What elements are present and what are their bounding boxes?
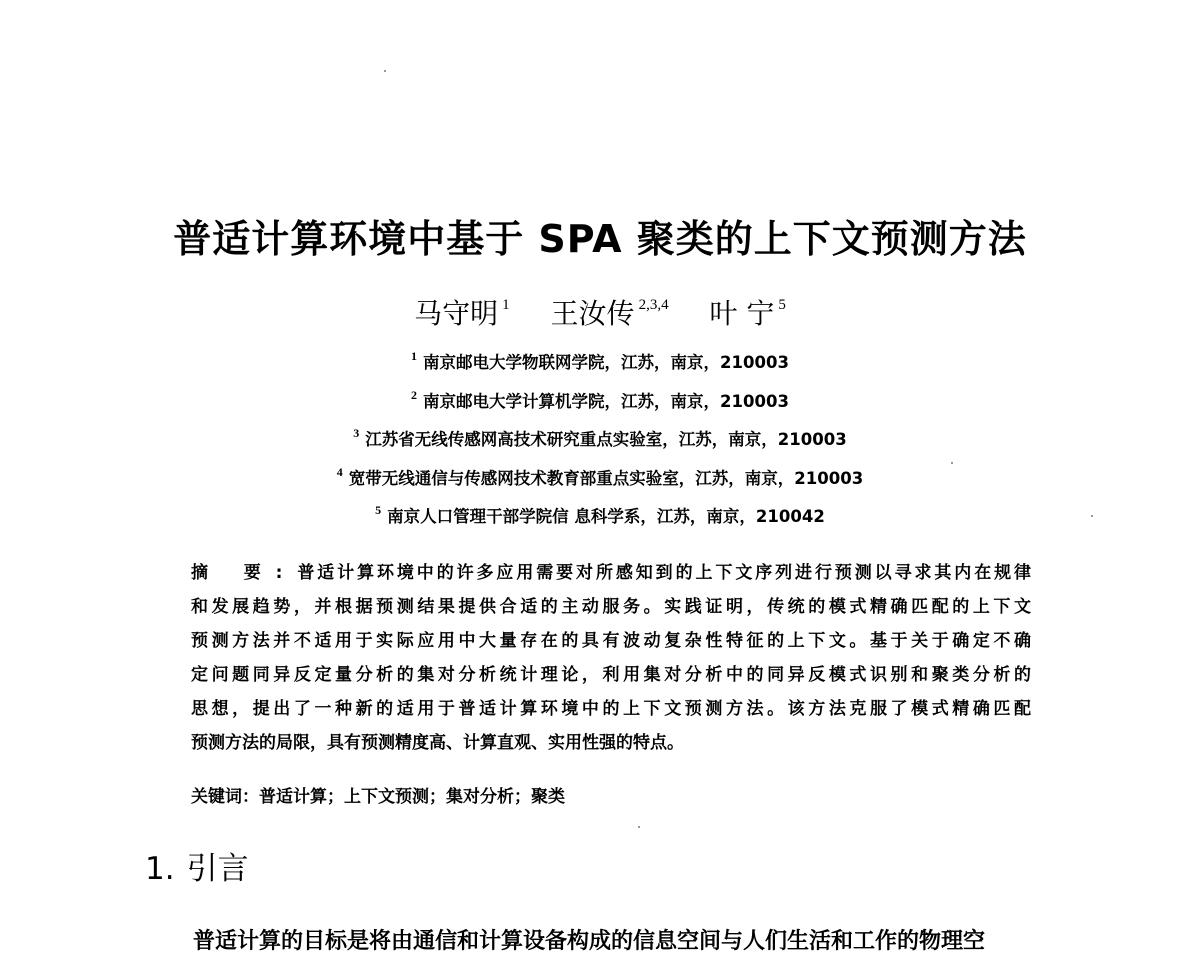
abstract-label: 摘 要:	[191, 563, 295, 583]
affiliation-3	[0, 417, 1200, 456]
abstract-line: 定问题同异反定量分析的集对分析统计理论，利用集对分析中的同异反模式识别和聚类分析的	[191, 665, 1031, 685]
affiliation-4	[0, 456, 1200, 495]
affiliation-list	[0, 340, 1200, 533]
keywords-label: 关键词：	[191, 787, 259, 807]
body-paragraph: 普适计算的目标是将由通信和计算设备构成的信息空间与人们生活和工作的物理空	[193, 929, 986, 954]
abstract	[191, 556, 1031, 760]
author-name: 马守明	[414, 297, 499, 330]
author-affiliation-mark: 2,3,4	[638, 297, 669, 313]
affiliation-text: 宽带无线通信与传感网技术教育部重点实验室，江苏，南京，210003	[348, 468, 864, 488]
author-affiliation-mark: 5	[778, 297, 786, 313]
scan-speck	[951, 462, 953, 464]
author-3	[709, 292, 785, 332]
abstract-line: 和发展趋势，并根据预测结果提供合适的主动服务。实践证明，传统的模式精确匹配的上下文	[191, 597, 1031, 617]
abstract-line: 思想，提出了一种新的适用于普适计算环境中的上下文预测方法。该方法克服了模式精确匹配	[191, 699, 1031, 719]
affiliation-text: 江苏省无线传感网高技术研究重点实验室，江苏，南京，210003	[365, 430, 847, 449]
affiliation-1	[0, 340, 1200, 379]
scan-speck	[384, 70, 386, 72]
paper-title: 普适计算环境中基于 SPA 聚类的上下文预测方法	[173, 217, 1027, 261]
scan-speck	[638, 826, 640, 828]
affiliation-text: 南京邮电大学物联网学院，江苏，南京，210003	[423, 353, 789, 372]
author-list	[0, 292, 1200, 332]
affiliation-number: 4	[336, 464, 343, 479]
author-1	[414, 292, 510, 332]
section-title: 引言	[186, 851, 249, 887]
affiliation-5	[0, 494, 1200, 533]
affiliation-number: 2	[411, 387, 418, 402]
author-name: 叶 宁	[709, 297, 775, 330]
affiliation-number: 1	[411, 349, 418, 363]
affiliation-number: 5	[375, 503, 382, 517]
affiliation-2	[0, 379, 1200, 418]
author-affiliation-mark: 1	[502, 297, 510, 313]
abstract-line: 预测方法的局限，具有预测精度高、计算直观、实用性强的特点。	[191, 733, 684, 753]
author-name: 王汝传	[550, 297, 635, 330]
section-heading	[145, 843, 249, 888]
author-2	[551, 292, 669, 332]
affiliation-number: 3	[353, 426, 360, 440]
scan-speck	[1091, 515, 1093, 517]
section-number: 1.	[145, 851, 175, 887]
affiliation-text: 南京邮电大学计算机学院，江苏，南京，210003	[423, 391, 789, 411]
abstract-line	[191, 556, 1031, 590]
affiliation-text: 南京人口管理干部学院信 息科学系，江苏，南京，210042	[387, 507, 825, 526]
abstract-line-text: 普适计算环境中的许多应用需要对所感知到的上下文序列进行预测以寻求其内在规律	[294, 563, 1032, 583]
keywords-text: 普适计算；上下文预测；集对分析；聚类	[259, 787, 565, 807]
keywords	[191, 782, 565, 807]
abstract-line: 预测方法并不适用于实际应用中大量存在的具有波动复杂性特征的上下文。基于关于确定不确	[191, 631, 1031, 651]
